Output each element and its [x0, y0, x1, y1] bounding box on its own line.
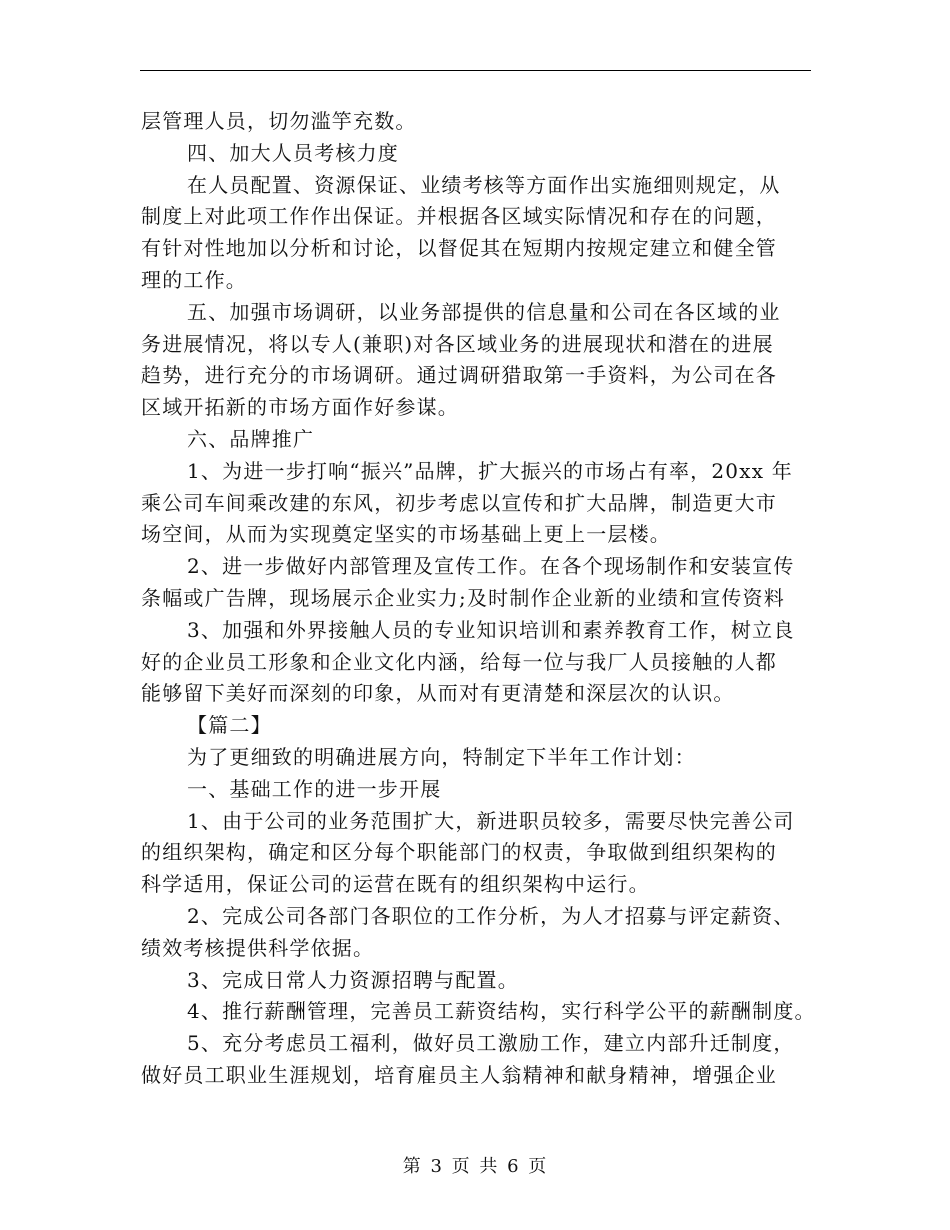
text-line: 3、完成日常人力资源招聘与配置。	[187, 967, 519, 992]
text-line: 5、充分考虑员工福利，做好员工激励工作，建立内部升迁制度，	[187, 1031, 795, 1056]
header-rule	[140, 70, 811, 71]
text-line: 条幅或广告牌，现场展示企业实力;及时制作企业新的业绩和宣传资料	[141, 585, 785, 610]
text-line: 1、由于公司的业务范围扩大，新进职员较多，需要尽快完善公司	[187, 808, 795, 833]
text-line: 务进展情况，将以专人(兼职)对各区域业务的进展现状和潜在的进展	[141, 331, 774, 356]
text-line: 好的企业员工形象和企业文化内涵，给每一位与我厂人员接触的人都	[141, 649, 777, 674]
text-line: 五、加强市场调研，以业务部提供的信息量和公司在各区域的业	[187, 299, 781, 324]
text-line: 理的工作。	[141, 267, 247, 292]
text-line: 2、完成公司各部门各职位的工作分析，为人才招募与评定薪资、	[187, 903, 795, 928]
text-line: 四、加大人员考核力度	[187, 140, 399, 165]
text-line: 层管理人员，切勿滥竽充数。	[141, 109, 417, 133]
text-line: 1、为进一步打响“振兴”品牌，扩大振兴的市场占有率，20xx 年	[187, 458, 793, 483]
body-text	[141, 106, 816, 1092]
text-line: 科学适用，保证公司的运营在既有的组织架构中运行。	[141, 872, 650, 897]
text-line: 的组织架构，确定和区分每个职能部门的权责，争取做到组织架构的	[141, 840, 777, 865]
page-number: 第 3 页 共 6 页	[402, 1156, 548, 1177]
text-line: 【篇二】	[187, 713, 272, 738]
text-line: 4、推行薪酬管理，完善员工薪资结构，实行科学公平的薪酬制度。	[187, 999, 816, 1024]
text-line: 能够留下美好而深刻的印象，从而对有更清楚和深层次的认识。	[141, 681, 735, 706]
text-line: 一、基础工作的进一步开展	[187, 776, 442, 801]
text-line: 3、加强和外界接触人员的专业知识培训和素养教育工作，树立良	[187, 617, 795, 642]
text-line: 趋势，进行充分的市场调研。通过调研猎取第一手资料，为公司在各	[141, 363, 777, 388]
text-line: 有针对性地加以分析和讨论，以督促其在短期内按规定建立和健全管	[141, 236, 777, 261]
text-line: 乘公司车间乘改建的东风，初步考虑以宣传和扩大品牌，制造更大市	[141, 490, 777, 515]
text-line: 区域开拓新的市场方面作好参谋。	[141, 395, 459, 420]
text-line: 绩效考核提供科学依据。	[141, 935, 375, 960]
text-line: 六、品牌推广	[187, 426, 315, 451]
text-line: 做好员工职业生涯规划，培育雇员主人翁精神和献身精神，增强企业	[141, 1062, 777, 1087]
text-line: 在人员配置、资源保证、业绩考核等方面作出实施细则规定，从	[187, 172, 781, 197]
text-line: 为了更细致的明确进展方向，特制定下半年工作计划：	[187, 744, 696, 769]
text-line: 场空间，从而为实现奠定坚实的市场基础上更上一层楼。	[141, 522, 671, 547]
text-line: 2、进一步做好内部管理及宣传工作。在各个现场制作和安装宣传	[187, 554, 795, 579]
text-line: 制度上对此项工作作出保证。并根据各区域实际情况和存在的问题，	[141, 204, 777, 229]
